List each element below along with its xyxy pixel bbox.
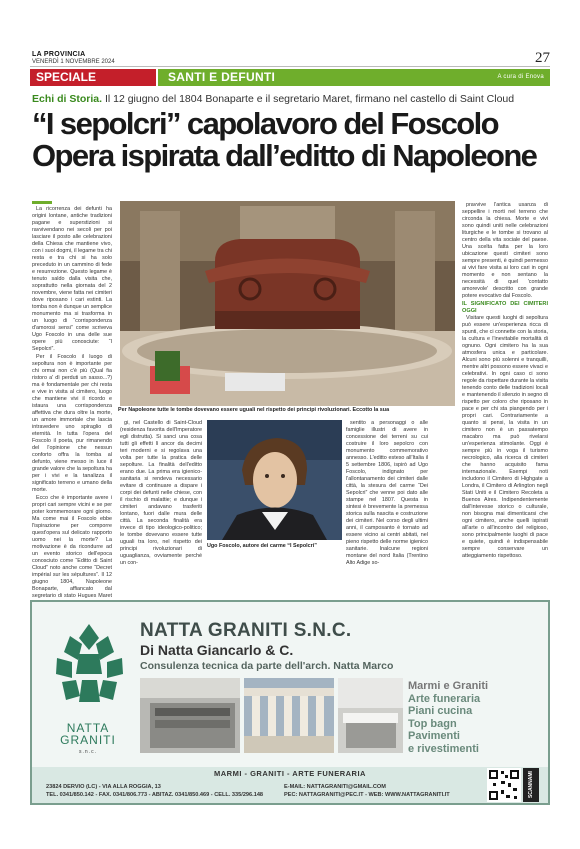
ad-email[interactable]: E-MAIL: NATTAGRANITI@GMAIL.COM — [284, 784, 386, 790]
article-column-1 — [32, 206, 113, 599]
ad-phones: TEL. 0341/850.142 - FAX. 0341/806.773 - ABITAZ. 0341/850.469 - CELL. 335/296.148 — [46, 791, 264, 798]
ad-photo-balustrade — [244, 678, 334, 753]
paragraph: gi, nel Castello di Saint-Cloud (residenza favorita dell'Imperatore egli distrutta). Si sancì una cosa tutti gli effetti lì ancor da decimi teri moderni e si regolava una volta per tutte la pratica delle sepolture. La finalità dell'editto erano due. La prima era igienico-sanitaria si rendeva necessario evitare di continuare a dispare i corpi dei defunti nelle chiese, con il rischio di malattie; e dunque i cimiteri andavano trasferiti lontano, fuori dalle mura delle città. La seconda finalità era invece di tipo ideologico-politico; le tombe dovevano essere tutte uguali tra loro, nel rispetto dei principi rivoluzionari di uguaglianza, ovviamente perché un con- — [120, 420, 202, 566]
section-band — [30, 69, 550, 86]
article-column-3 — [346, 420, 428, 566]
ad-logo-mark — [52, 624, 127, 714]
section-title-bar — [158, 69, 550, 86]
kicker-lead: Echi di Storia. — [32, 93, 103, 105]
paragraph: Ecco che è importante avere i propri cari sempre vicini e se per poter kommemorare ogni giorno. Ma come mai il Foscolo ebbe l'ispirazione per comporre quest'opera sul delicato rapporto uomo nei la morte? La motivazione è da ricondurre ad un evento storico dell'epoca conosciuto come “Editto di Saint Cloud” noto anche come “Decret impérial sur les sépultures”. Il 12 giugno 1804, Napoleone Bonaparte, affiancato dal segretario di stato Hugues Maret — [32, 495, 112, 599]
ad-photo-slabs — [140, 678, 240, 753]
article-column-2 — [120, 420, 202, 566]
ad-contact-left — [46, 784, 263, 799]
section-label: SPECIALE — [30, 69, 156, 86]
napoleon-tomb-photo — [120, 201, 455, 406]
paragraph: sentito a personaggi o alle famiglie illustri di avere in concessione dei terreni su cui costruire il loro sepolcro con monumento commemorativo annesso. L'editto esteso all'Italia il 5 settembre 1806, ispirò ad Ugo Foscolo, indignato per l'allontanamento dei cimiteri dalle città, la stesura del carme “Dei Sepolcri” che venne poi dato alle stampe nel 1807. Questa in sintesi è brevemente la premessa storica sulla nascita e costruzione dei cimiteri. Nel corso degli ultimi anni, il camposanto è tornato ad essere vicino ai centri abitati, nel pieno rispetto delle norme igienico sanitarie. Inalcune regioni montane del nord Italia (Trentino Alto Adige so- — [346, 420, 428, 566]
ad-service-item: Piani cucina — [408, 705, 473, 717]
ad-pec-web[interactable]: PEC: NATTAGRANITI@PEC.IT - WEB: WWW.NATTAGRANITI.IT — [284, 791, 450, 798]
headline — [32, 108, 536, 172]
natta-graniti-ad — [30, 600, 550, 805]
ad-service-item: Top bagn — [408, 717, 457, 730]
paragraph: pravvive l'antica usanza di seppellire i morti nel terreno che circonda la chiesa. Morte e vivi sono quindi uniti nelle celebrazioni liturgiche e le tombe si trovano al centro della vita sociale del paese. Una scelta fatta per la loro ubicazione questi cimiteri sono sempre presenti, è quindi permesso ai vivi fare visita ai loro cari in ogni momento e non sentano la necessità di quel 'contatto amorevole' descritto con grande potere evocativo dal Foscolo. — [462, 202, 548, 299]
ad-contact-right — [284, 784, 450, 799]
ad-scan-label: SCANNAMI — [523, 768, 539, 802]
ad-consulting: Consulenza tecnica da parte dell'arch. Natta Marco — [140, 660, 394, 672]
paragraph: Visitare questi luoghi di sepoltura può essere un'esperienza ricca di spunti, che ci connette con la storia, la cultura e l'inevitabile mortalità di ognuno. Ogni cimitero ha la sua atmosfera unica e particolare. Alcuni sono più solenni e tranquilli, mentre altri possono essere vivaci e celebrativi. In ogni caso ci sono regole da rispettare durante la visita tenendo conto delle tradizioni locali e mantenendo il silenzio in segno di rispetto per coloro che riposano in pace e per chi sta piangendo per i propri cari. Contrariamente a quanto si pensi, la visita in un cimitero non è un passatempo macabro ma può rivelarsi un'esperienza stimolante. Oggi è sempre più in voga il turismo necrologico, alla ricerca di cimiteri che hanno acquisito fama internazionale. Esempi noti includono il Cimitero di Highgate a Londra, il Cimitero di Arlington negli Stati Uniti e il Cimitero Recoleta a Buenos Aires. Indipendentemente dall'interesse storico o culturale, non bisogna mai dimenticarsi che ogni cimitero, anche quelli ispirati all'arte o all'incontro del religioso, sono principalmente luoghi di pace e quiete, quindi è indispensabile sempre conservare un atteggiamento rispettoso. — [462, 315, 548, 559]
kicker-text: Il 12 giugno del 1804 Bonaparte e il segretario Maret, firmano nel castello di Saint Cloud — [104, 93, 515, 105]
section-subhead: IL SIGNIFICATO DEI CIMITERI OGGI — [462, 301, 548, 314]
ad-service-item: Arte funeraria — [408, 692, 481, 705]
ad-photo-kitchen — [338, 678, 403, 753]
ad-service-item: Marmi e Graniti — [408, 680, 489, 692]
article-column-4 — [462, 202, 548, 559]
ad-service-item: Pavimenti — [408, 730, 460, 742]
ad-services-list — [408, 680, 488, 755]
ad-footer-title: MARMI - GRANITI - ARTE FUNERARIA — [214, 769, 366, 778]
ugo-foscolo-portrait — [207, 420, 342, 540]
header-rule — [30, 66, 550, 67]
headline-line-2: Opera ispirata dall’editto di Napoleone — [32, 138, 537, 173]
paper-name: LA PROVINCIA — [32, 51, 86, 58]
main-photo-caption: Per Napoleone tutte le tombe dovevano essere uguali nel rispetto dei principi rivoluzionari. Eccotto la sua — [118, 407, 390, 413]
ad-owner: Di Natta Giancarlo & C. — [140, 642, 294, 658]
kicker — [32, 93, 514, 105]
paragraph: Per il Foscolo il luogo di sepoltura non è importante per chi ormai non c'è più (Qual fia ristoro a' dì perduti un sasso...?) ma è fondamentale per chi resta e vive in visita al cimitero, luogo che mantiene vivi il ricordo e istaura una corrispondenza affettiva che dura oltre la morte, un amore immortale che lascia intravedere uno spiraglio di eternità. In tutta l'opera del Foscolo il poeta, pur rimanendo del l'opinione che nessun conforto offra la tomba al defunto, viene messo in luce il grande valore che la sepoltura ha per i vivi e la tanalizza il significato terreno e umano della morte. — [32, 354, 113, 493]
ad-service-item: e rivestimenti — [408, 742, 479, 755]
masthead — [32, 51, 115, 66]
page-number: 27 — [535, 50, 550, 66]
ad-logo-wordmark: NATTA GRANITI s.n.c. — [60, 721, 116, 755]
ad-address: 23824 DERVIO (LC) - VIA ALLA ROGGIA, 13 — [46, 784, 161, 790]
ad-company-name: NATTA GRANITI S.N.C. — [140, 620, 352, 641]
article-start-marker — [32, 201, 52, 204]
headline-line-1: “I sepolcri” capolavoro del Foscolo — [32, 106, 498, 141]
section-credit: A cura di Enova — [497, 74, 544, 80]
section-title: SANTI E DEFUNTI — [168, 70, 276, 84]
portrait-caption: Ugo Foscolo, autore dei carme “I Sepolcri” — [207, 543, 317, 549]
issue-date: VENERDÌ 1 NOVEMBRE 2024 — [32, 59, 115, 65]
paragraph: La ricorrenza dei defunti ha origini lontane, antiche tradizioni pagane e superstizioni si ravvivendano nei secoli per poi lasciare il posto alle celebrazioni della Chiesa che mantiene vivo, con i suoi dogmi, il legame tra chi resta e tra chi si ha solo preceduto in un cammino di fede e resurrezione. Questo legame è tenuto saldo dalla visita che, soprattutto nella giornata del 2 novembre, viene fatta nei cimiteri dove riposano i cari estinti. La tomba non è dunque un semplice monumento ma si trasforma in un luogo di “corrispondenza d'amorosi sensi” come scriveva Ugo Foscolo in una delle sue opere più conosciute: “I Sepolcri”. — [32, 206, 112, 352]
